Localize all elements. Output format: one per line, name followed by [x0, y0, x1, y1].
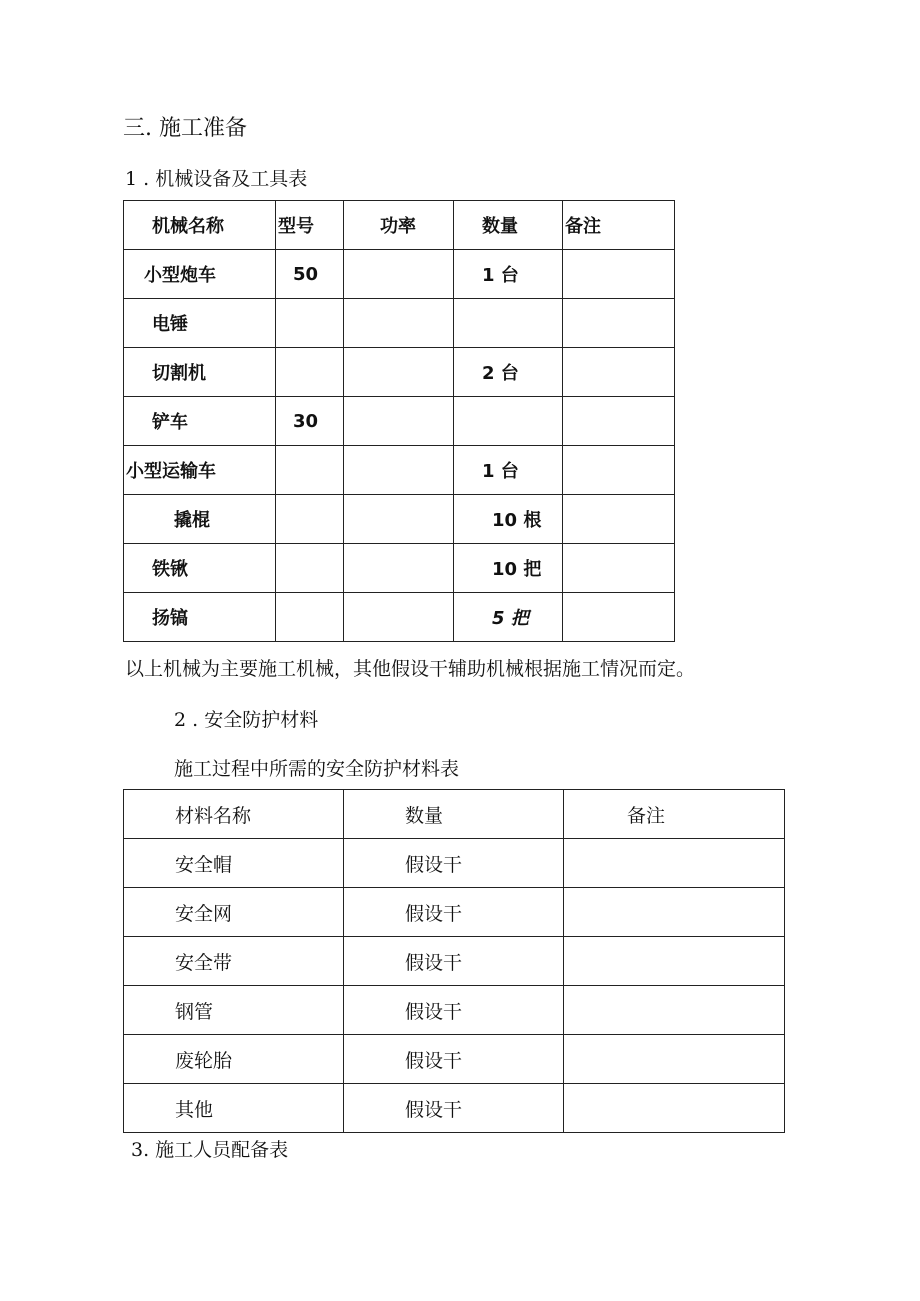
cell-quantity: 假设干 [344, 1035, 564, 1084]
table-row [124, 937, 785, 986]
cell-power [344, 397, 454, 446]
header-model: 型号 [276, 201, 344, 250]
cell-quantity: 5 把 [454, 593, 563, 642]
table-row [124, 495, 675, 544]
safety-caption: 2 . 安全防护材料 [174, 709, 319, 731]
header-material-name: 材料名称 [124, 790, 344, 839]
cell-quantity [454, 397, 563, 446]
cell-quantity: 假设干 [344, 937, 564, 986]
cell-machine-name: 扬镐 [124, 593, 276, 642]
cell-quantity [454, 299, 563, 348]
cell-power [344, 348, 454, 397]
section-title: 三. 施工准备 [123, 116, 247, 141]
cell-remarks [563, 348, 675, 397]
header-quantity: 数量 [344, 790, 564, 839]
cell-remarks [564, 1035, 785, 1084]
cell-model [276, 593, 344, 642]
cell-material-name: 其他 [124, 1084, 344, 1133]
cell-remarks [564, 937, 785, 986]
table-row [124, 1084, 785, 1133]
cell-model [276, 348, 344, 397]
table-row [124, 839, 785, 888]
cell-remarks [564, 1084, 785, 1133]
cell-model: 30 [276, 397, 344, 446]
cell-model [276, 299, 344, 348]
table-row [124, 299, 675, 348]
cell-quantity: 假设干 [344, 888, 564, 937]
cell-material-name: 钢管 [124, 986, 344, 1035]
cell-quantity: 1 台 [454, 446, 563, 495]
cell-machine-name: 切割机 [124, 348, 276, 397]
table-row [124, 1035, 785, 1084]
cell-machine-name: 铁锹 [124, 544, 276, 593]
table-row [124, 593, 675, 642]
cell-remarks [563, 593, 675, 642]
cell-remarks [563, 446, 675, 495]
table-row [124, 986, 785, 1035]
equipment-note: 以上机械为主要施工机械，其他假设干辅助机械根据施工情况而定。 [125, 658, 696, 680]
cell-quantity: 假设干 [344, 1084, 564, 1133]
cell-remarks [564, 888, 785, 937]
cell-quantity: 假设干 [344, 986, 564, 1035]
cell-remarks [563, 397, 675, 446]
cell-model [276, 544, 344, 593]
equipment-caption: 1 . 机械设备及工具表 [125, 168, 308, 190]
personnel-caption: 3. 施工人员配备表 [131, 1139, 289, 1161]
cell-quantity: 假设干 [344, 839, 564, 888]
cell-quantity: 10 把 [454, 544, 563, 593]
cell-material-name: 安全带 [124, 937, 344, 986]
table-row [124, 348, 675, 397]
cell-machine-name: 电锤 [124, 299, 276, 348]
cell-quantity: 2 台 [454, 348, 563, 397]
cell-model [276, 495, 344, 544]
cell-remarks [564, 839, 785, 888]
cell-model: 50 [276, 250, 344, 299]
table-row [124, 888, 785, 937]
cell-power [344, 544, 454, 593]
cell-remarks [563, 495, 675, 544]
cell-quantity: 1 台 [454, 250, 563, 299]
cell-remarks [563, 250, 675, 299]
cell-power [344, 299, 454, 348]
safety-subcaption: 施工过程中所需的安全防护材料表 [174, 758, 460, 780]
cell-machine-name: 撬棍 [124, 495, 276, 544]
cell-material-name: 安全帽 [124, 839, 344, 888]
cell-power [344, 250, 454, 299]
cell-machine-name: 小型炮车 [124, 250, 276, 299]
cell-power [344, 593, 454, 642]
table-row [124, 250, 675, 299]
cell-machine-name: 小型运输车 [124, 446, 276, 495]
safety-table [123, 789, 785, 1133]
cell-remarks [563, 544, 675, 593]
table-header-row [124, 201, 675, 250]
cell-model [276, 446, 344, 495]
cell-remarks [563, 299, 675, 348]
equipment-table [123, 200, 675, 642]
table-header-row [124, 790, 785, 839]
cell-power [344, 446, 454, 495]
cell-power [344, 495, 454, 544]
header-quantity: 数量 [454, 201, 563, 250]
cell-material-name: 废轮胎 [124, 1035, 344, 1084]
header-remarks: 备注 [563, 201, 675, 250]
cell-material-name: 安全网 [124, 888, 344, 937]
cell-quantity: 10 根 [454, 495, 563, 544]
header-machine-name: 机械名称 [124, 201, 276, 250]
cell-machine-name: 铲车 [124, 397, 276, 446]
table-row [124, 446, 675, 495]
table-row [124, 397, 675, 446]
cell-remarks [564, 986, 785, 1035]
table-row [124, 544, 675, 593]
header-remarks: 备注 [564, 790, 785, 839]
header-power: 功率 [344, 201, 454, 250]
